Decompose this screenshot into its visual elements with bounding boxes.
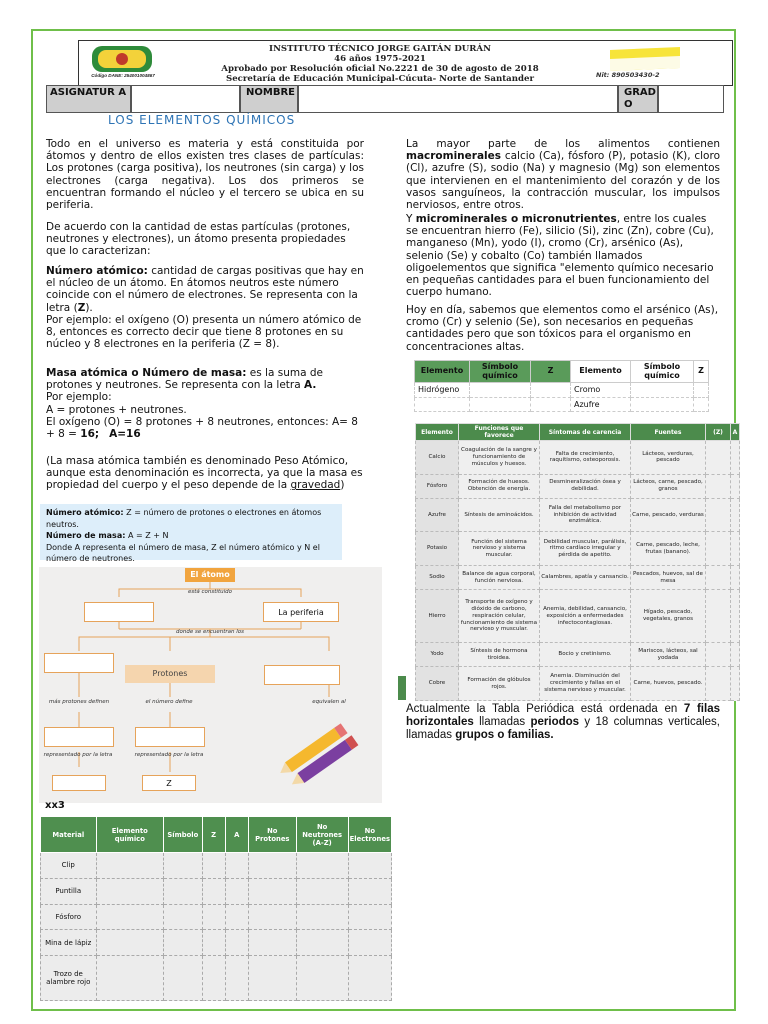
answer-cell[interactable]: [248, 904, 296, 930]
answer-cell[interactable]: [731, 643, 740, 667]
material-cell: Puntilla: [41, 878, 97, 904]
source-cell: Pescados, huevos, sal de mesa: [631, 566, 706, 590]
answer-cell[interactable]: [164, 956, 202, 1001]
function-cell: Formación de glóbulos rojos.: [459, 667, 540, 701]
element-cell: Potasio: [416, 532, 459, 566]
answer-cell[interactable]: [225, 904, 248, 930]
periodic-columns: y 18 columnas verticales, llamadas: [406, 716, 720, 741]
symptom-cell: Falla del metabolismo por inhibición de actividad enzimática.: [540, 498, 631, 532]
source-cell: Lácteos, carne, pescado, granos: [631, 474, 706, 498]
answer-cell[interactable]: [202, 878, 225, 904]
answer-cell[interactable]: [706, 498, 731, 532]
symptom-cell: Bocio y cretinismo.: [540, 643, 631, 667]
answer-cell[interactable]: [706, 474, 731, 498]
answer-cell[interactable]: [706, 441, 731, 475]
diagram-blank-1[interactable]: [44, 653, 114, 673]
asignatura-field[interactable]: [131, 85, 240, 113]
answer-cell[interactable]: [470, 397, 531, 412]
answer-cell[interactable]: [96, 956, 164, 1001]
answer-cell[interactable]: [202, 930, 225, 956]
element-cell: Yodo: [416, 643, 459, 667]
function-cell: Transporte de oxígeno y dióxido de carbono, respiración celular, funcionamiento de sistema nervioso y muscular.: [459, 590, 540, 643]
answer-cell[interactable]: [694, 383, 709, 398]
answer-cell[interactable]: [296, 956, 348, 1001]
periodic-intro: Actualmente la Tabla Periódica está ordenada en: [406, 703, 684, 715]
answer-cell[interactable]: [96, 878, 164, 904]
formula-term-1: Número atómico:: [46, 508, 124, 517]
diagram-link-represented-1: representado por la letra: [43, 752, 113, 758]
table-row: [415, 383, 709, 398]
mass-result: 16;: [80, 428, 100, 441]
source-cell: Carne, pescado, verduras: [631, 498, 706, 532]
diagram-blank-5[interactable]: [52, 775, 106, 791]
materials-table: [40, 816, 392, 1001]
microminerals-paragraph: [406, 213, 720, 298]
header-line-4: Secretaría de Educación Municipal-Cúcuta- Norte de Santander: [225, 74, 534, 84]
microminerals-term: microminerales o micronutrientes: [415, 213, 617, 225]
logo-code: Código DANE: 254001004867: [91, 73, 155, 78]
page-title: LOS ELEMENTOS QUÍMICOS: [108, 113, 296, 127]
answer-cell[interactable]: [631, 397, 694, 412]
table-row: [41, 956, 392, 1001]
nutrients-table: [415, 423, 740, 701]
mass-example-label: Por ejemplo:: [46, 391, 112, 404]
table-row: [416, 643, 740, 667]
answer-cell[interactable]: [225, 956, 248, 1001]
symptom-cell: Anemia. Disminución del crecimiento y fallas en el sistema nervioso y muscular.: [540, 667, 631, 701]
mass-number-def: es la suma de protones y neutrones. Se representa con la letra: [46, 367, 323, 392]
microminerals-intro: Y: [406, 213, 416, 225]
formula-line-2: [46, 530, 336, 542]
col-header: No Electrones: [348, 817, 391, 853]
answer-cell[interactable]: [731, 474, 740, 498]
macrominerals-intro: La mayor parte de los alimentos contienen: [406, 138, 720, 150]
answer-cell[interactable]: [164, 878, 202, 904]
mass-example: El oxígeno (O) = 8 protones + 8 neutrones, entonces: A= 8 + 8 =: [46, 415, 358, 441]
mass-number-paragraph: [46, 367, 364, 440]
function-cell: Función del sistema nervioso y sistema muscular.: [459, 532, 540, 566]
material-cell: Clip: [41, 853, 97, 879]
atomic-number-def-end: ).: [85, 301, 93, 314]
diagram-link-where: donde se encuentran los: [176, 629, 244, 635]
answer-cell[interactable]: [731, 590, 740, 643]
symptom-cell: Anemia, debilidad, cansancio, exposición a enfermedades infectocontagiosas.: [540, 590, 631, 643]
formula-line-1: [46, 507, 336, 530]
answer-cell[interactable]: [706, 667, 731, 701]
answer-cell[interactable]: [706, 532, 731, 566]
properties-paragraph: De acuerdo con la cantidad de estas partículas (protones, neutrones y electrones), un átomo presenta propiedades que lo caracterizan:: [46, 221, 351, 258]
macrominerals-term: macrominerales: [406, 150, 502, 163]
diagram-link-more-protons: más protones definen: [48, 699, 110, 705]
diagram-link-constituted: está constituido: [188, 589, 232, 595]
col-header: Elemento: [416, 424, 459, 441]
formula-box: [40, 504, 342, 563]
mass-number-term: Masa atómica o Número de masa:: [46, 367, 247, 379]
atomic-number-paragraph: [46, 265, 364, 350]
header-line-1: INSTITUTO TÉCNICO JORGE GAITÁN DURÁN: [269, 44, 491, 54]
answer-cell[interactable]: [248, 956, 296, 1001]
answer-cell[interactable]: [706, 566, 731, 590]
source-cell: Lácteos, verduras, pescado: [631, 441, 706, 475]
atomic-number-example: Por ejemplo: el oxígeno (O) presenta un número atómico de 8, entonces es correcto decir que tiene 8 protones en su núcleo y 8 electrones en la periferia (Z = 8).: [46, 313, 362, 351]
atomic-number-def: cantidad de cargas positivas que hay en el núcleo de un átomo. En átomos neutros este número coincide con el número de electrones. Se representa con la letra (: [46, 265, 364, 314]
table-row: [416, 474, 740, 498]
atomic-weight-text: (La masa atómica también es denominado Peso Atómico, aunque esta denominación es incorrecta, ya que la masa es propiedad del cuerpo y el peso depende de la: [46, 455, 363, 492]
formula-def-1: Z = número de protones o electrones en átomos neutros.: [46, 508, 322, 529]
answer-cell[interactable]: [202, 956, 225, 1001]
grado-label: GRAD O: [624, 87, 656, 110]
answer-cell[interactable]: [225, 853, 248, 879]
answer-cell[interactable]: [531, 397, 571, 412]
pencils-icon: [279, 717, 369, 797]
answer-cell[interactable]: [731, 498, 740, 532]
col-header: A: [225, 817, 248, 853]
grado-field[interactable]: [658, 85, 724, 113]
answer-cell[interactable]: [296, 930, 348, 956]
col-header: Símbolo químico: [631, 361, 694, 383]
macrominerals-paragraph: [406, 138, 720, 211]
element-cell: Azufre: [416, 498, 459, 532]
symptom-cell: Desmineralización ósea y debilidad.: [540, 474, 631, 498]
col-header: Material: [41, 817, 97, 853]
function-cell: Coagulación de la sangre y funcionamiento de músculos y huesos.: [459, 441, 540, 475]
intro-paragraph: Todo en el universo es materia y está constituida por átomos y dentro de ellos existen tres clases de partículas: Los protones (carga positiva), los neutrones (sin carga) y los electrones (carga negativa). Los dos primeros se encuentran formando el núcleo y el tercero se ubica en su periferia.: [46, 138, 364, 212]
microminerals-text: , entre los cuales se encuentran hierro (Fe), silicio (Si), zinc (Zn), cobre (Cu), manganeso (Mn), yodo (I), cromo (Cr), arsénico (As), selenio (Se) y cobalto (Co) también llamados oligoelementos que significa "elemento químico necesario en pequeñas cantidades para el buen funcionamiento del cuerpo humano.: [406, 213, 714, 299]
col-header: Elemento químico: [96, 817, 164, 853]
mass-formula: A = protones + neutrones.: [46, 403, 187, 416]
formula-def-2: A = Z + N: [125, 531, 169, 540]
symptom-cell: Calambres, apatía y cansancio.: [540, 566, 631, 590]
element-cell: Calcio: [416, 441, 459, 475]
source-cell: Mariscos, lácteos, sal yodada: [631, 643, 706, 667]
answer-cell[interactable]: [531, 383, 571, 398]
answer-cell[interactable]: [164, 853, 202, 879]
periodic-table-paragraph: [406, 703, 720, 742]
answer-cell[interactable]: [225, 930, 248, 956]
answer-cell[interactable]: [348, 956, 391, 1001]
answer-cell[interactable]: [296, 904, 348, 930]
answer-cell[interactable]: [296, 853, 348, 879]
formula-term-2: Número de masa:: [46, 531, 126, 540]
col-header: Z: [202, 817, 225, 853]
answer-cell[interactable]: [164, 930, 202, 956]
header-line-2: 46 años 1975-2021: [334, 54, 426, 64]
diagram-periphery-box: La periferia: [263, 602, 339, 622]
atomic-weight-paragraph: [46, 455, 364, 492]
diagram-link-equivalent: equivalen al: [312, 699, 346, 705]
element-cell: Hierro: [416, 590, 459, 643]
atomic-number-letter: Z: [77, 301, 86, 314]
table-row: [416, 498, 740, 532]
function-cell: Síntesis de hormona tiroidea.: [459, 643, 540, 667]
answer-cell[interactable]: [706, 643, 731, 667]
answer-cell[interactable]: [248, 853, 296, 879]
table-row: [41, 853, 392, 879]
element-cell: Sodio: [416, 566, 459, 590]
answer-cell[interactable]: [248, 930, 296, 956]
mass-number-letter: A.: [304, 379, 317, 392]
col-header: Funciones que favorece: [459, 424, 540, 441]
table-row: [416, 532, 740, 566]
col-header: Elemento: [415, 361, 470, 383]
header-text: [180, 44, 580, 84]
answer-cell[interactable]: [164, 904, 202, 930]
periodic-periods: periodos: [530, 716, 580, 728]
answer-cell[interactable]: [731, 532, 740, 566]
diagram-z-box: Z: [142, 775, 196, 791]
answer-cell[interactable]: [731, 441, 740, 475]
periodic-groups: grupos o familias.: [455, 729, 554, 741]
table-side-bar: [398, 676, 406, 700]
answer-cell[interactable]: [470, 383, 531, 398]
answer-cell[interactable]: [96, 904, 164, 930]
answer-cell[interactable]: [706, 590, 731, 643]
answer-cell[interactable]: [248, 878, 296, 904]
answer-cell[interactable]: [202, 853, 225, 879]
answer-cell[interactable]: [631, 383, 694, 398]
diagram-title: El átomo: [185, 568, 235, 582]
col-header: Síntomas de carencia: [540, 424, 631, 441]
asignatura-label: ASIGNATUR A: [50, 87, 127, 98]
material-cell: Mina de lápiz: [41, 930, 97, 956]
periodic-rows: 7 filas horizontales: [406, 703, 720, 728]
atom-concept-map: [39, 567, 382, 803]
element-cell: [415, 397, 470, 412]
mass-result-final: A=16: [109, 428, 141, 441]
diagram-protons-box: Protones: [125, 665, 215, 683]
atomic-number-term: Número atómico:: [46, 265, 148, 277]
col-header: No Neutrones (A-Z): [296, 817, 348, 853]
gravedad-link[interactable]: gravedad: [290, 479, 341, 492]
material-cell: Fósforo: [41, 904, 97, 930]
table-row: [415, 397, 709, 412]
source-cell: Carne, pescado, leche, frutas (banano).: [631, 532, 706, 566]
function-cell: Síntesis de aminoácidos.: [459, 498, 540, 532]
diagram-blank-4[interactable]: [135, 727, 205, 747]
school-logo-icon: [84, 44, 162, 84]
element-symbol-table: [414, 360, 709, 412]
table-row: [416, 441, 740, 475]
toxic-paragraph: Hoy en día, sabemos que elementos como el arsénico (As), cromo (Cr) y selenio (Se), son necesarios en pequeñas cantidades pero que son tóxicos para el organismo en concentraciones altas.: [406, 304, 719, 353]
answer-cell[interactable]: [694, 397, 709, 412]
symptom-cell: Debilidad muscular, parálisis, ritmo cardíaco irregular y pérdida de apetito.: [540, 532, 631, 566]
table-row: [416, 667, 740, 701]
symptom-cell: Falta de crecimiento, raquitismo, osteoporosis.: [540, 441, 631, 475]
table-row: [41, 878, 392, 904]
diagram-link-represented-2: representado por la letra: [134, 752, 204, 758]
col-header: Fuentes: [631, 424, 706, 441]
school-logo: [84, 44, 162, 84]
diagram-blank-2[interactable]: [264, 665, 340, 685]
nit-label: Nit: 890503430-2: [596, 71, 660, 79]
function-cell: Balance de agua corporal, función nerviosa.: [459, 566, 540, 590]
answer-cell[interactable]: [96, 930, 164, 956]
answer-cell[interactable]: [96, 853, 164, 879]
diagram-blank-3[interactable]: [44, 727, 114, 747]
diagram-link-number: el número define: [145, 699, 193, 705]
element-cell: Azufre: [571, 397, 631, 412]
table-row: [416, 590, 740, 643]
formula-line-3: Donde A representa el número de masa, Z el número atómico y N el número de neutrones.: [46, 542, 320, 563]
element-cell: Hidrógeno: [415, 383, 470, 398]
col-header: A: [731, 424, 740, 441]
element-cell: Fósforo: [416, 474, 459, 498]
nombre-label: NOMBRE: [246, 87, 295, 98]
periodic-called: llamadas: [473, 716, 531, 728]
answer-cell[interactable]: [731, 667, 740, 701]
source-cell: Carne, huevos, pescado.: [631, 667, 706, 701]
answer-cell[interactable]: [731, 566, 740, 590]
answer-cell[interactable]: [348, 853, 391, 879]
nombre-field[interactable]: [298, 85, 618, 113]
header-line-3: Aprobado por Resolución oficial No.2221 de 30 de agosto de 2018: [221, 64, 539, 74]
table-row: [41, 930, 392, 956]
col-header: Elemento: [571, 361, 631, 383]
source-cell: Hígado, pescado, vegetales, granos: [631, 590, 706, 643]
macrominerals-text: calcio (Ca), fósforo (P), potasio (K), cloro (Cl), azufre (S), sodio (Na) y magnesio (Mg) son elementos que intervienen en el mantenimiento del corazón y de los vasos sanguíneos, la contracción muscular, los impulsos nerviosos, entre otros.: [406, 150, 720, 212]
col-header: Símbolo químico: [470, 361, 531, 383]
col-header: Símbolo: [164, 817, 202, 853]
answer-cell[interactable]: [202, 904, 225, 930]
xx3-label: xx3: [45, 800, 65, 811]
col-header: Z: [531, 361, 571, 383]
element-cell: Cobre: [416, 667, 459, 701]
answer-cell[interactable]: [348, 930, 391, 956]
element-cell: Cromo: [571, 383, 631, 398]
table-row: [416, 566, 740, 590]
answer-cell[interactable]: [348, 904, 391, 930]
answer-cell[interactable]: [296, 878, 348, 904]
atomic-weight-end: ): [340, 479, 345, 492]
diagram-blank-nucleus[interactable]: [84, 602, 154, 622]
material-cell: Trozo de alambre rojo: [41, 956, 97, 1001]
answer-cell[interactable]: [225, 878, 248, 904]
col-header: (Z): [706, 424, 731, 441]
col-header: Z: [694, 361, 709, 383]
function-cell: Formación de huesos. Obtención de energía.: [459, 474, 540, 498]
table-row: [41, 904, 392, 930]
col-header: No Protones: [248, 817, 296, 853]
answer-cell[interactable]: [348, 878, 391, 904]
